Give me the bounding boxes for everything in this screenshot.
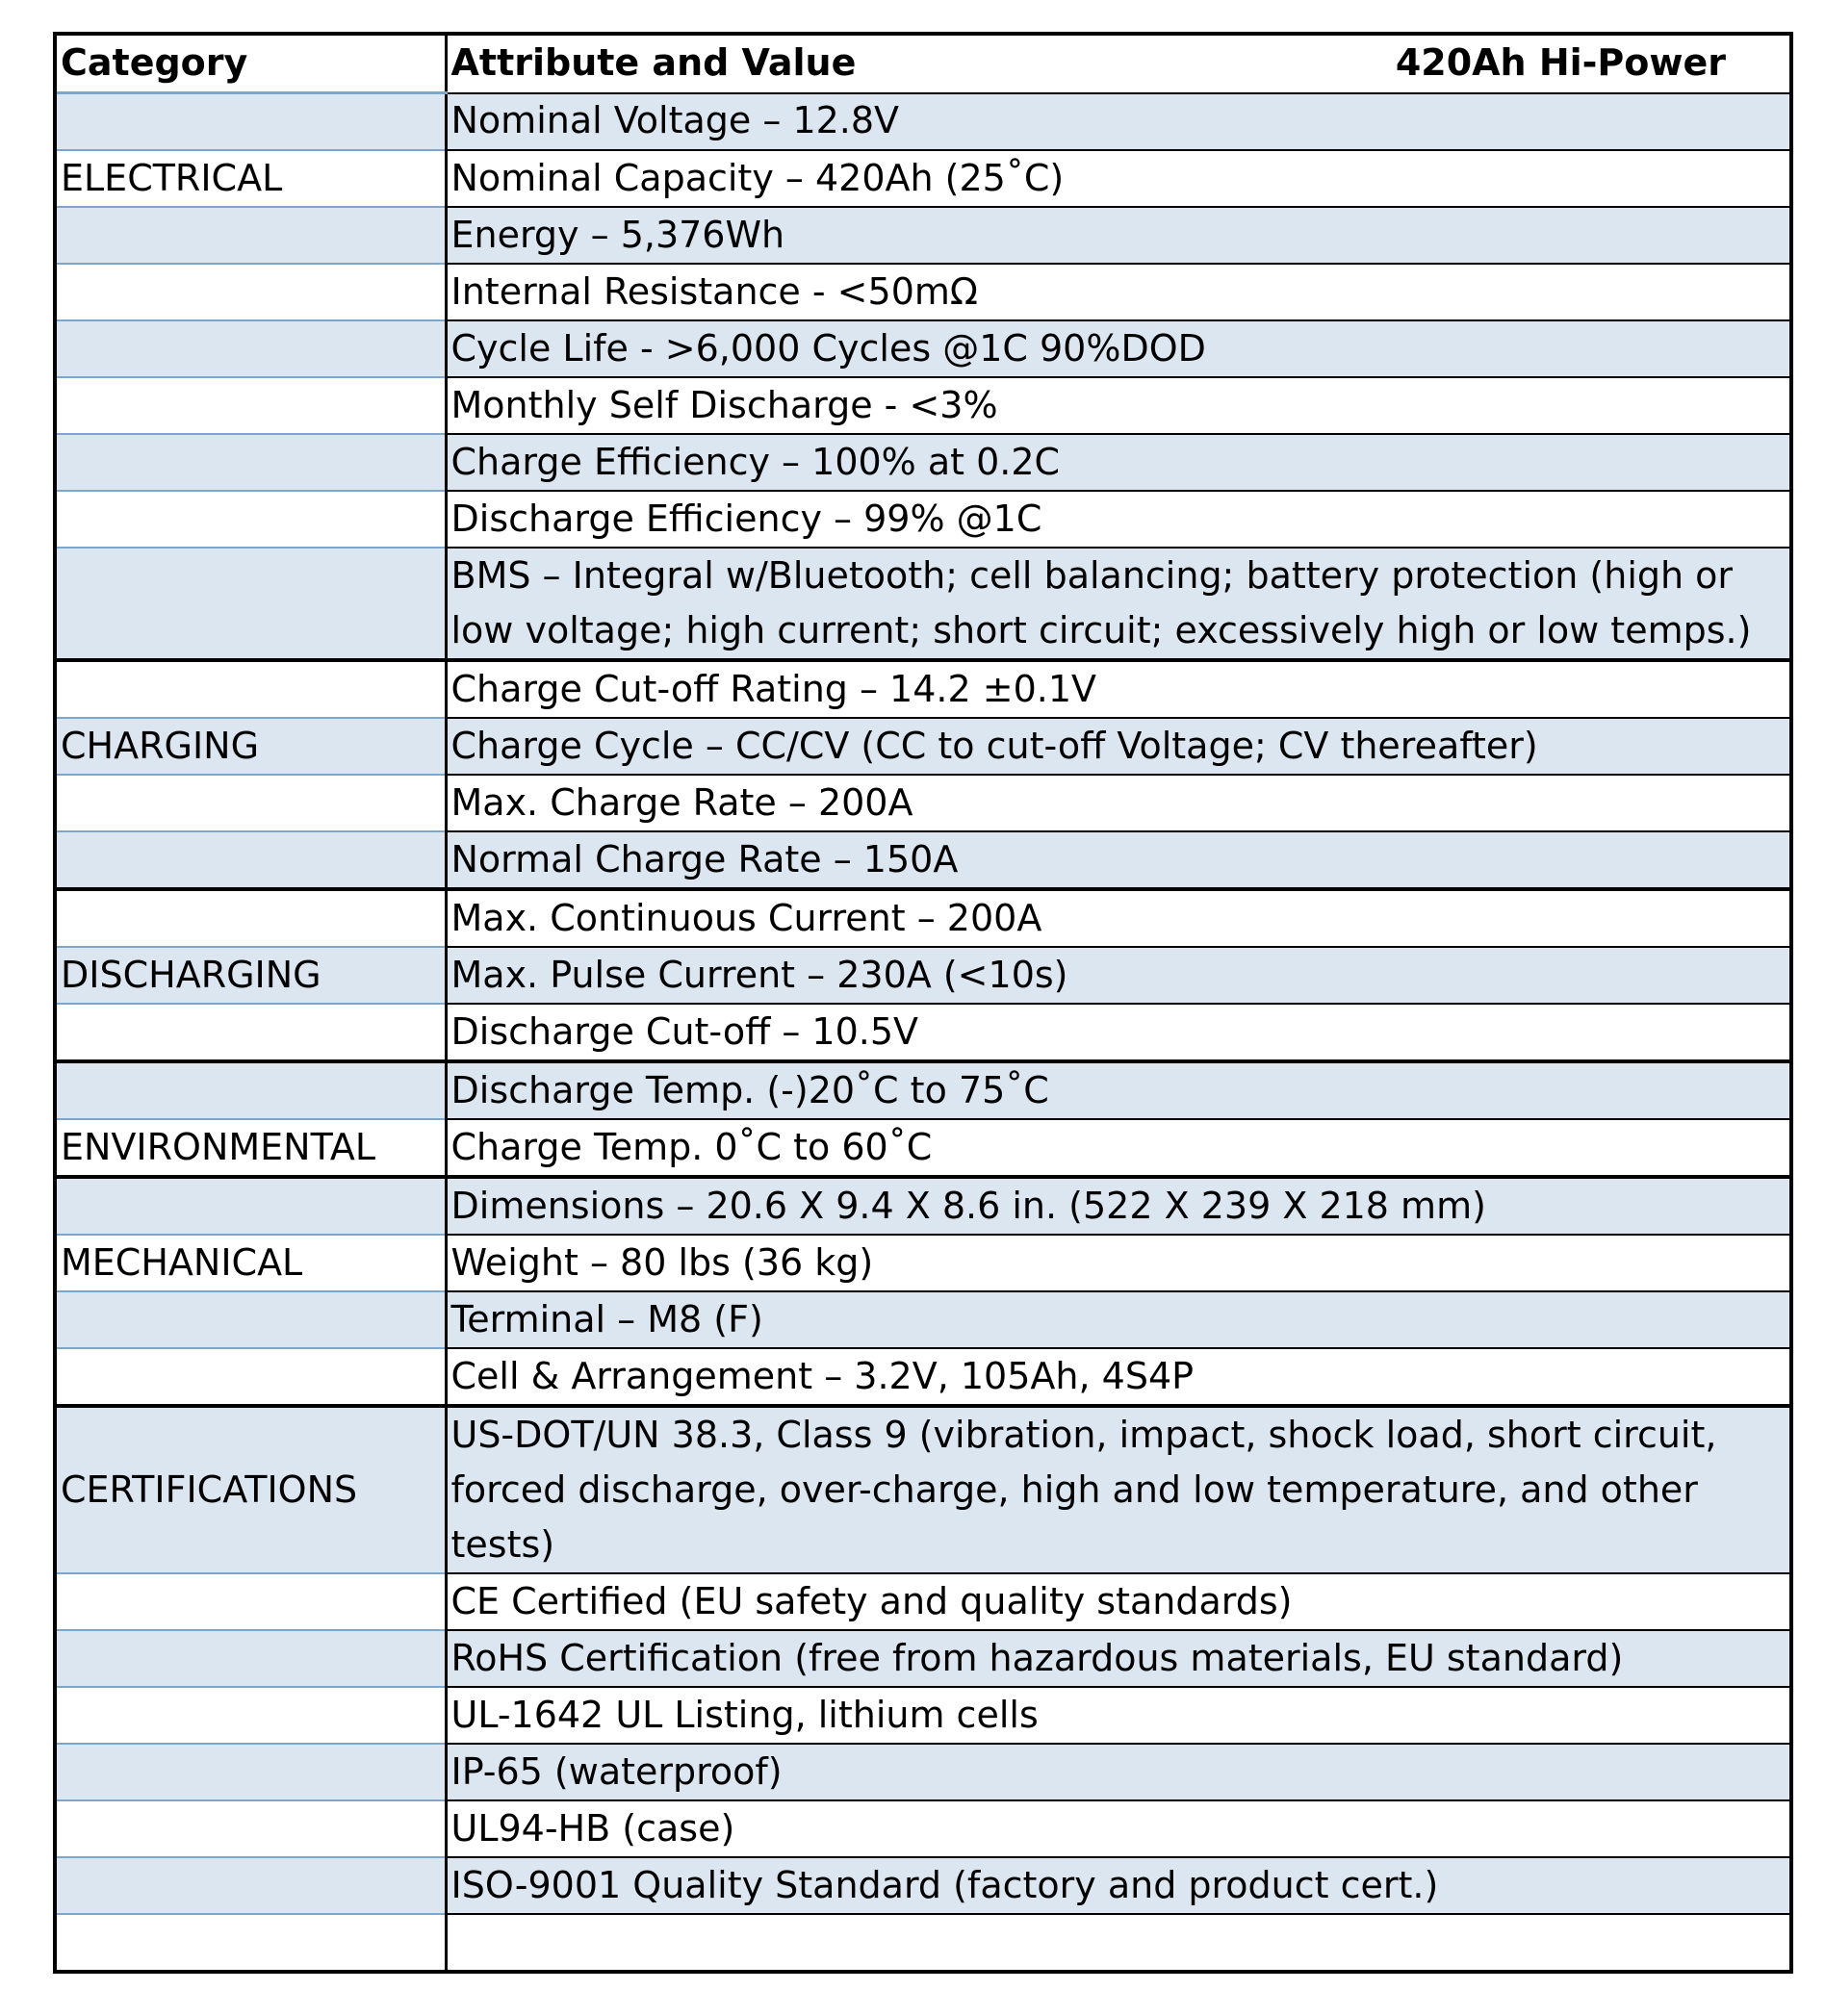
category-cell <box>55 660 446 718</box>
category-cell <box>55 93 446 151</box>
header-attribute: Attribute and Value <box>450 41 857 85</box>
header-category: Category <box>55 34 446 93</box>
table-row <box>55 831 1791 889</box>
table-row <box>55 491 1791 548</box>
table-row <box>55 1914 1791 1972</box>
category-cell: ELECTRICAL <box>55 150 446 207</box>
value-cell: Max. Charge Rate – 200A <box>446 775 1791 831</box>
table-row <box>55 150 1791 207</box>
category-cell: CHARGING <box>55 718 446 775</box>
category-cell <box>55 775 446 831</box>
table-row <box>55 1406 1791 1573</box>
category-cell <box>55 1291 446 1348</box>
value-cell: US-DOT/UN 38.3, Class 9 (vibration, impact, shock load, short circuit, forced discharge, over-charge, high and low temperature, and other tests) <box>446 1406 1791 1573</box>
header-model: 420Ah Hi-Power <box>1395 41 1726 85</box>
value-cell: RoHS Certification (free from hazardous materials, EU standard) <box>446 1630 1791 1687</box>
category-cell: CERTIFICATIONS <box>55 1406 446 1573</box>
value-cell: Cell & Arrangement – 3.2V, 105Ah, 4S4P <box>446 1348 1791 1406</box>
value-cell: Weight – 80 lbs (36 kg) <box>446 1235 1791 1291</box>
table-row <box>55 1291 1791 1348</box>
category-cell <box>55 491 446 548</box>
value-cell: BMS – Integral w/Bluetooth; cell balancing; battery protection (high or low voltage; high current; short circuit; excessively high or low temps.) <box>446 548 1791 660</box>
value-cell: Normal Charge Rate – 150A <box>446 831 1791 889</box>
table-row <box>55 548 1791 660</box>
category-cell <box>55 889 446 947</box>
category-cell <box>55 377 446 434</box>
table-row <box>55 1630 1791 1687</box>
value-cell: ISO-9001 Quality Standard (factory and product cert.) <box>446 1857 1791 1914</box>
table-row <box>55 1004 1791 1061</box>
table-row <box>55 264 1791 320</box>
header-attribute-cell <box>446 34 1791 93</box>
table-row <box>55 1348 1791 1406</box>
table-row <box>55 718 1791 775</box>
table-row <box>55 947 1791 1004</box>
category-cell <box>55 1004 446 1061</box>
table-row <box>55 1119 1791 1177</box>
value-cell: CE Certified (EU safety and quality standards) <box>446 1573 1791 1630</box>
category-cell: ENVIRONMENTAL <box>55 1119 446 1177</box>
table-row <box>55 1857 1791 1914</box>
value-cell: Internal Resistance - <50mΩ <box>446 264 1791 320</box>
category-cell <box>55 831 446 889</box>
table-row <box>55 434 1791 491</box>
value-cell: Charge Temp. 0˚C to 60˚C <box>446 1119 1791 1177</box>
value-cell: UL-1642 UL Listing, lithium cells <box>446 1687 1791 1744</box>
value-cell: IP-65 (waterproof) <box>446 1744 1791 1800</box>
category-cell <box>55 1914 446 1972</box>
value-cell: Energy – 5,376Wh <box>446 207 1791 264</box>
category-cell <box>55 1800 446 1857</box>
table-row <box>55 207 1791 264</box>
category-cell <box>55 1687 446 1744</box>
category-cell <box>55 1857 446 1914</box>
table-row <box>55 1177 1791 1235</box>
value-cell: Max. Pulse Current – 230A (<10s) <box>446 947 1791 1004</box>
value-cell: Monthly Self Discharge - <3% <box>446 377 1791 434</box>
table-row <box>55 1573 1791 1630</box>
category-cell <box>55 1630 446 1687</box>
category-cell <box>55 1573 446 1630</box>
value-cell: Discharge Temp. (-)20˚C to 75˚C <box>446 1061 1791 1119</box>
table-row <box>55 1235 1791 1291</box>
category-cell <box>55 434 446 491</box>
category-cell: MECHANICAL <box>55 1235 446 1291</box>
value-cell: Charge Cycle – CC/CV (CC to cut-off Voltage; CV thereafter) <box>446 718 1791 775</box>
table-row <box>55 660 1791 718</box>
table-row <box>55 889 1791 947</box>
category-cell <box>55 1177 446 1235</box>
value-cell: Cycle Life - >6,000 Cycles @1C 90%DOD <box>446 320 1791 377</box>
category-cell <box>55 207 446 264</box>
spec-table <box>53 32 1793 1974</box>
table-row <box>55 1800 1791 1857</box>
value-cell: Max. Continuous Current – 200A <box>446 889 1791 947</box>
table-row <box>55 93 1791 151</box>
value-cell: Charge Cut-off Rating – 14.2 ±0.1V <box>446 660 1791 718</box>
value-cell: Nominal Capacity – 420Ah (25˚C) <box>446 150 1791 207</box>
value-cell <box>446 1914 1791 1972</box>
value-cell: Charge Efficiency – 100% at 0.2C <box>446 434 1791 491</box>
value-cell: Discharge Cut-off – 10.5V <box>446 1004 1791 1061</box>
table-row <box>55 320 1791 377</box>
value-cell: Terminal – M8 (F) <box>446 1291 1791 1348</box>
value-cell: Nominal Voltage – 12.8V <box>446 93 1791 151</box>
header-row <box>55 34 1791 93</box>
table-row <box>55 377 1791 434</box>
value-cell: Discharge Efficiency – 99% @1C <box>446 491 1791 548</box>
category-cell <box>55 548 446 660</box>
category-cell <box>55 1744 446 1800</box>
table-row <box>55 1061 1791 1119</box>
table-row <box>55 1687 1791 1744</box>
category-cell <box>55 1348 446 1406</box>
table-row <box>55 775 1791 831</box>
value-cell: UL94-HB (case) <box>446 1800 1791 1857</box>
category-cell <box>55 1061 446 1119</box>
category-cell: DISCHARGING <box>55 947 446 1004</box>
value-cell: Dimensions – 20.6 X 9.4 X 8.6 in. (522 X 239 X 218 mm) <box>446 1177 1791 1235</box>
table-row <box>55 1744 1791 1800</box>
category-cell <box>55 320 446 377</box>
category-cell <box>55 264 446 320</box>
